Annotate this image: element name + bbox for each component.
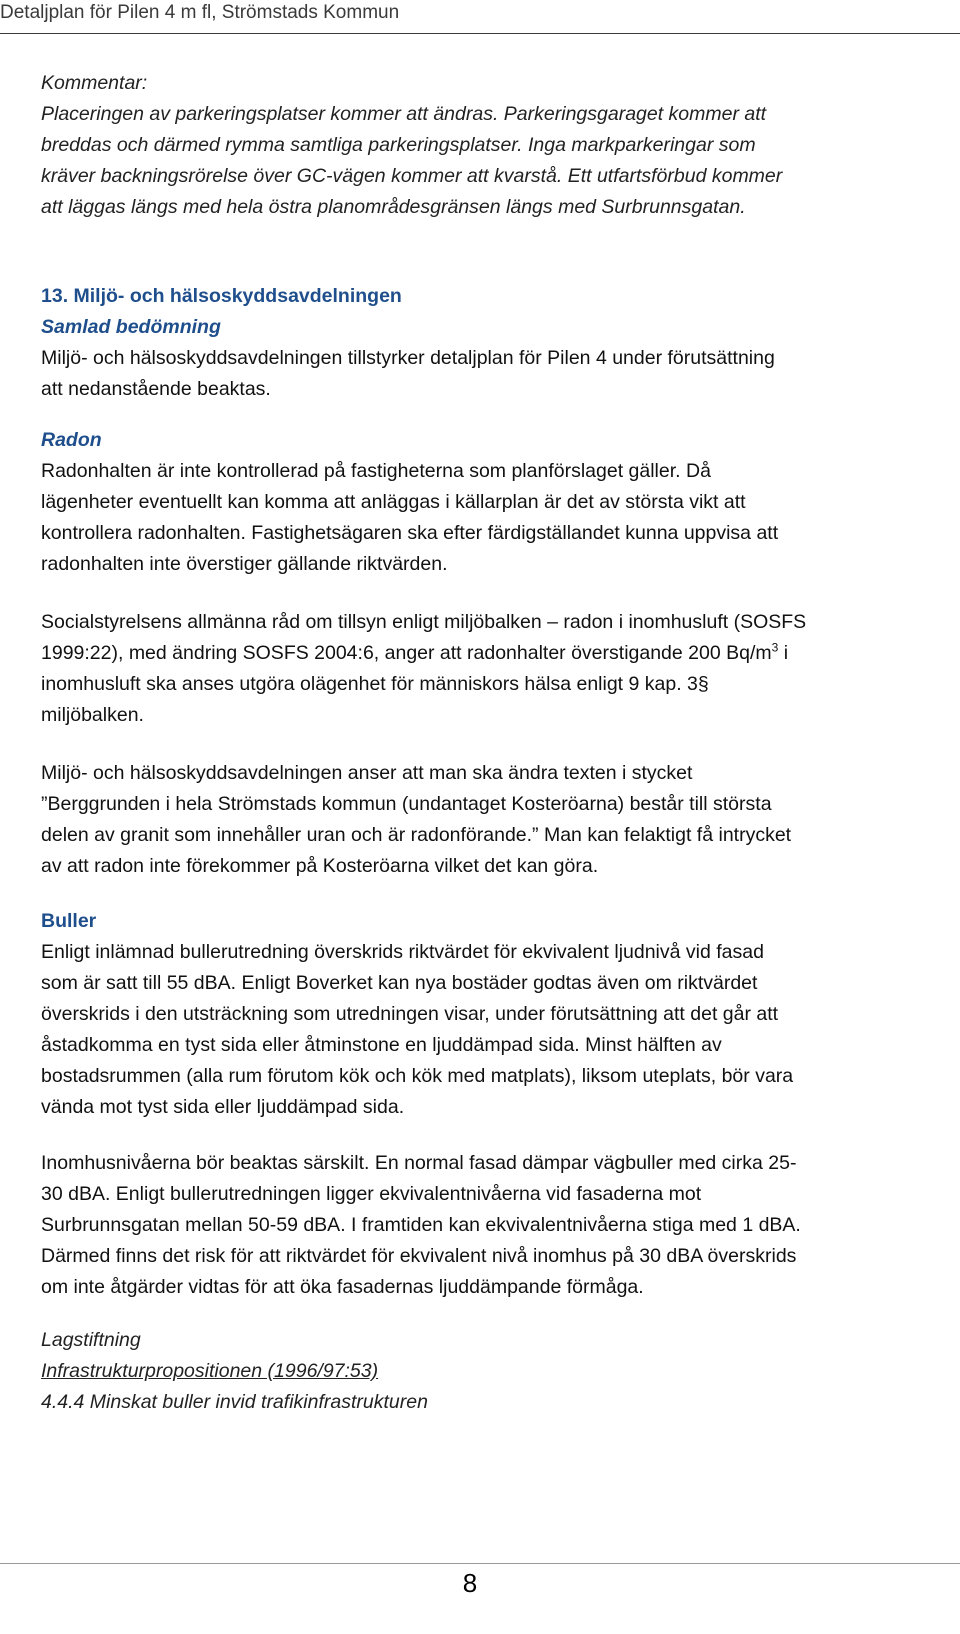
paragraph-line: Inomhusnivåerna bör beaktas särskilt. En normal fasad dämpar vägbuller med cirka 25- xyxy=(41,1152,797,1174)
paragraph-line: av att radon inte förekommer på Kosteröarna vilket det kan göra. xyxy=(41,855,599,877)
paragraph-line: Surbrunnsgatan mellan 50-59 dBA. I framtiden kan ekvivalentnivåerna stiga med 1 dBA. xyxy=(41,1214,801,1236)
paragraph-line: bostadsrummen (alla rum förutom kök och kök med matplats), liksom uteplats, bör vara xyxy=(41,1065,794,1087)
paragraph-line: kontrollera radonhalten. Fastighetsägaren ska efter färdigställandet kunna uppvisa att xyxy=(41,522,779,544)
paragraph-line: att nedanstående beaktas. xyxy=(41,378,271,400)
paragraph-line: Socialstyrelsens allmänna råd om tillsyn enligt miljöbalken – radon i inomhusluft (SOSFS xyxy=(41,611,807,633)
buller-section xyxy=(41,906,923,1123)
section-title: 13. Miljö- och hälsoskyddsavdelningen xyxy=(41,285,402,307)
radon-section xyxy=(41,425,923,580)
paragraph-line: miljöbalken. xyxy=(41,704,144,726)
law-section: 4.4.4 Minskat buller invid trafikinfrastrukturen xyxy=(41,1391,428,1413)
paragraph-line: lägenheter eventuellt kan komma att anläggas i källarplan är det av största vikt att xyxy=(41,491,746,513)
buller-paragraph-2 xyxy=(41,1148,923,1303)
paragraph-line: ”Berggrunden i hela Strömstads kommun (undantaget Kosteröarna) består till största xyxy=(41,793,772,815)
lagstiftning-section xyxy=(41,1325,923,1418)
lagstiftning-heading: Lagstiftning xyxy=(41,1329,141,1351)
radon-heading: Radon xyxy=(41,429,102,451)
comment-line: kräver backningsrörelse över GC-vägen kommer att kvarstå. Ett utfartsförbud kommer xyxy=(41,165,783,187)
comment-line: att läggas längs med hela östra planområdesgränsen längs med Surbrunnsgatan. xyxy=(41,196,746,218)
paragraph-line: Därmed finns det risk för att riktvärdet för ekvivalent nivå inomhus på 30 dBA överskrids xyxy=(41,1245,797,1267)
page-header xyxy=(0,0,960,34)
text-segment: 1999:22), med ändring SOSFS 2004:6, anger att radonhalter överstigande 200 Bq/m xyxy=(41,642,772,664)
paragraph-line: Enligt inlämnad bullerutredning överskrids riktvärdet för ekvivalent ljudnivå vid fasad xyxy=(41,941,764,963)
footer-divider xyxy=(0,1563,960,1564)
paragraph-line: 30 dBA. Enligt bullerutredningen ligger ekvivalentnivåerna vid fasaderna mot xyxy=(41,1183,702,1205)
superscript: 3 xyxy=(771,640,779,655)
law-reference-link[interactable]: Infrastrukturpropositionen (1996/97:53) xyxy=(41,1360,379,1382)
buller-heading: Buller xyxy=(41,910,97,932)
text-segment: i xyxy=(778,642,789,664)
radon-paragraph-2 xyxy=(41,607,923,731)
paragraph-line: om inte åtgärder vidtas för att öka fasadernas ljuddämpande förmåga. xyxy=(41,1276,644,1298)
section-subtitle: Samlad bedömning xyxy=(41,316,221,338)
paragraph-line: radonhalten inte överstiger gällande riktvärden. xyxy=(41,553,448,575)
comment-line: Placeringen av parkeringsplatser kommer att ändras. Parkeringsgaraget kommer att xyxy=(41,103,767,125)
paragraph-line: vända mot tyst sida eller ljuddämpad sida. xyxy=(41,1096,405,1118)
radon-paragraph-3 xyxy=(41,758,923,882)
section-13 xyxy=(41,281,923,405)
paragraph-line: Radonhalten är inte kontrollerad på fastigheterna som planförslaget gäller. Då xyxy=(41,460,711,482)
paragraph-line: inomhusluft ska anses utgöra olägenhet för människors hälsa enligt 9 kap. 3§ xyxy=(41,673,709,695)
paragraph-line xyxy=(41,638,923,669)
comment-label: Kommentar: xyxy=(41,72,148,94)
page-number: 8 xyxy=(462,1568,478,1598)
comment-block xyxy=(41,68,923,223)
paragraph-line: åstadkomma en tyst sida eller åtminstone en ljuddämpad sida. Minst hälften av xyxy=(41,1034,722,1056)
paragraph-line: delen av granit som innehåller uran och är radonförande.” Man kan felaktigt få intrycket xyxy=(41,824,792,846)
paragraph-line: som är satt till 55 dBA. Enligt Boverket kan nya bostäder godtas även om riktvärdet xyxy=(41,972,758,994)
paragraph-line: Miljö- och hälsoskyddsavdelningen anser att man ska ändra texten i stycket xyxy=(41,762,693,784)
comment-line: breddas och därmed rymma samtliga parkeringsplatser. Inga markparkeringar som xyxy=(41,134,756,156)
header-title: Detaljplan för Pilen 4 m fl, Strömstads Kommun xyxy=(0,2,400,23)
paragraph-line: överskrids i den utsträckning som utredningen visar, under förutsättning att det går att xyxy=(41,1003,779,1025)
paragraph-line: Miljö- och hälsoskyddsavdelningen tillstyrker detaljplan för Pilen 4 under förutsättning xyxy=(41,347,775,369)
